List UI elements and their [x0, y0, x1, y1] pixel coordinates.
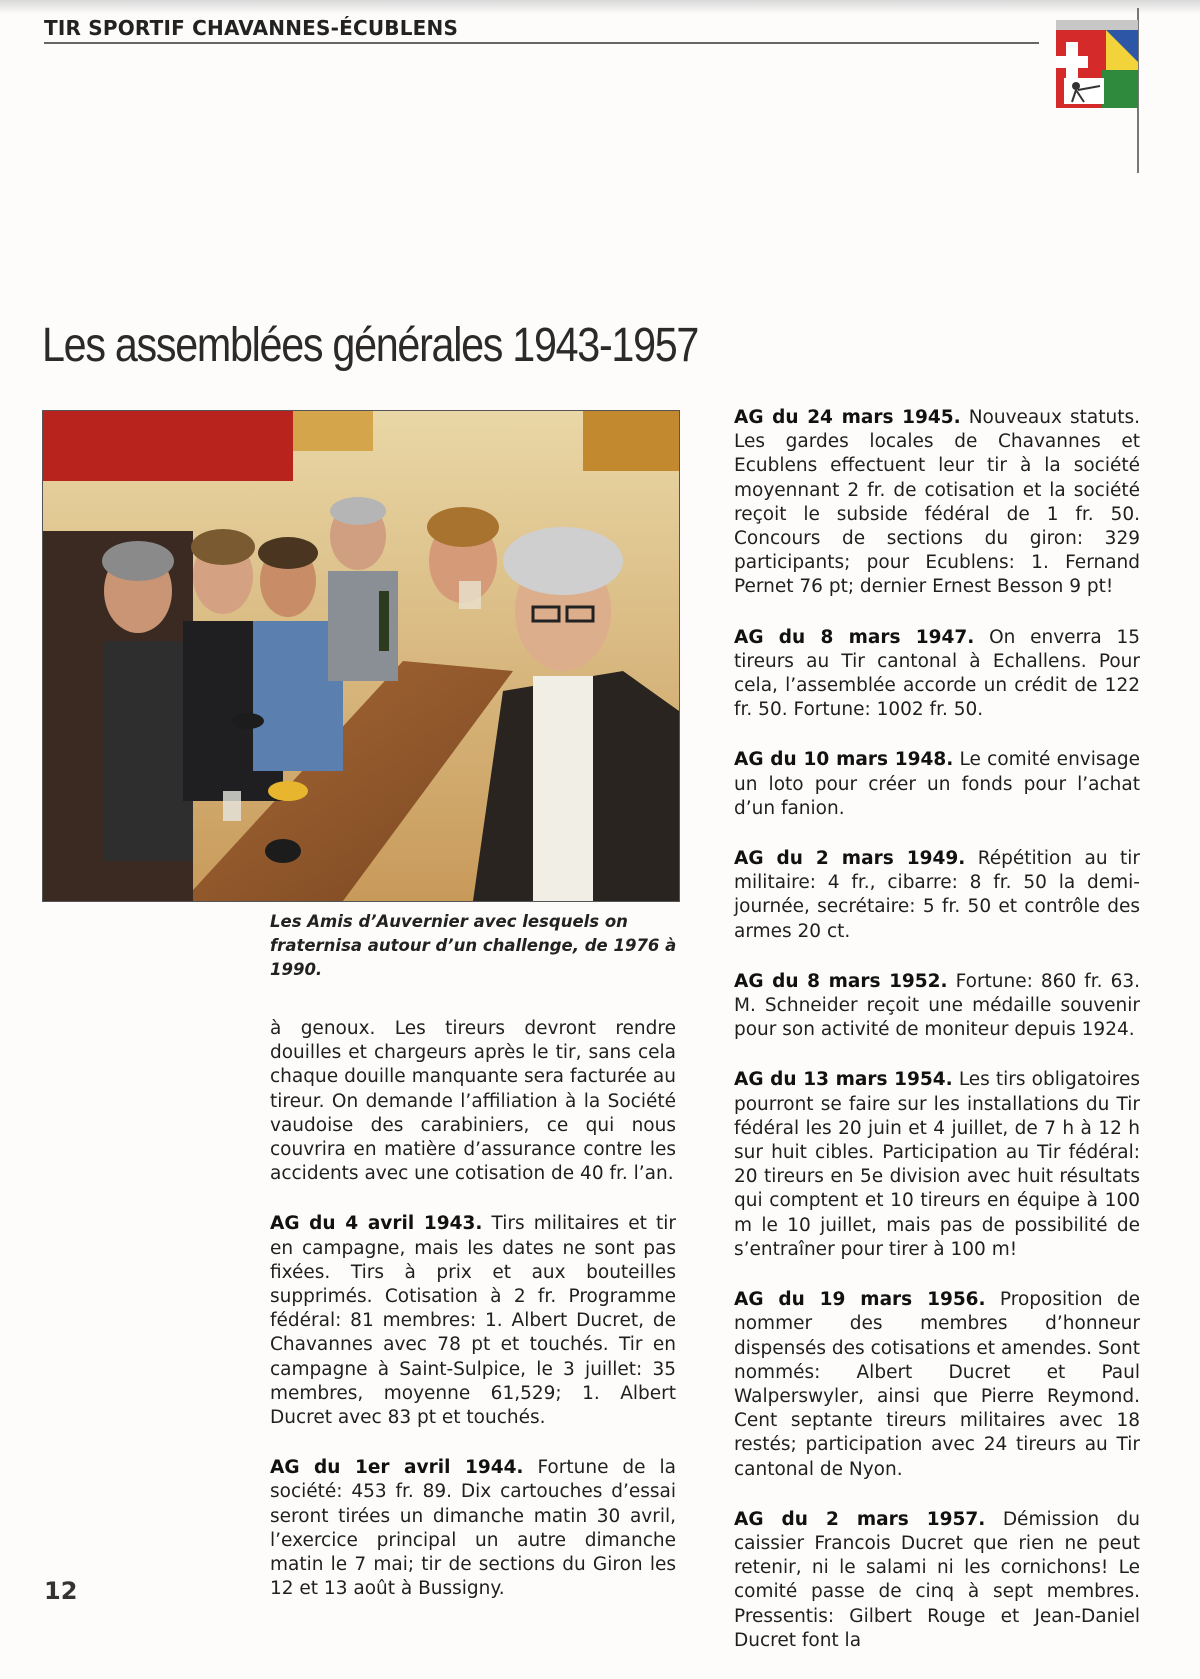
- entry-heading: AG du 8 mars 1947.: [734, 626, 975, 648]
- entry-heading: AG du 4 avril 1943.: [270, 1213, 483, 1235]
- entry-text: Le comité envisage un loto pour créer un fonds pour l’achat d’un fanion.: [734, 749, 1140, 819]
- assembly-entry: [734, 970, 1140, 1043]
- entry-heading: AG du 1er avril 1944.: [270, 1457, 524, 1479]
- entry-text: Démission du caissier Francois Ducret que rien ne peut retenir, ni le salami ni les cornichons! Le comité passe de cinq à sept membres. Pressentis: Gilbert Rouge et Jean-Daniel Ducret font la: [734, 1508, 1140, 1651]
- entry-text: Nouveaux statuts. Les gardes locales de Chavannes et Ecublens effectuent leur tir à la société moyennant 2 fr. de cotisation et la société reçoit le subside fédéral de 1 fr. 50. Concours de sections du giron: 329 participants; pour Ecublens: 1. Fernand Pernet 76 pt; dernier Ernest Besson 9 pt!: [734, 407, 1140, 598]
- entry-heading: AG du 2 mars 1957.: [734, 1508, 986, 1530]
- assembly-entry: [734, 1288, 1140, 1482]
- assembly-entry: [270, 1456, 676, 1601]
- page-top-shading: [0, 0, 1200, 14]
- group-photo: [42, 410, 680, 902]
- entry-heading: AG du 19 mars 1956.: [734, 1289, 986, 1311]
- entry-text: Proposition de nommer des membres d’honneur dispensés des cotisations et amendes. Sont nommés: Albert Ducret et Paul Walperswyler, ainsi que Pierre Reymond. Cent septante tireurs militaires avec 18 restés; participation avec 24 tireurs au Tir cantonal de Nyon.: [734, 1289, 1140, 1480]
- entry-heading: AG du 24 mars 1945.: [734, 407, 961, 428]
- assembly-entry: [734, 1508, 1140, 1653]
- entry-text: Les tirs obligatoires pourront se faire sur les installations du Tir fédéral les 20 juin et 4 juillet, de 7 h à 12 h sur huit cibles. Participation au Tir fédéral: 20 tireurs en 5e division avec huit résultats qui comptent et 10 tireurs en équipe à 100 m le 10 juillet, mais pas de possibilité de s’entraîner pour tirer à 100 m!: [734, 1069, 1140, 1260]
- entry-text: Fortune de la société: 453 fr. 89. Dix cartouches d’essai seront tirées un dimanche matin 30 avril, l’exercice principal un autre dimanche matin le 7 mai; tir de sections du Giron les 12 et 13 août à Bussigny.: [270, 1457, 676, 1600]
- assembly-entry: [734, 847, 1140, 944]
- club-flag-icon: [1056, 20, 1138, 108]
- left-text-column: [270, 1017, 676, 1627]
- running-header: TIR SPORTIF CHAVANNES-ÉCUBLENS: [44, 16, 459, 40]
- assembly-entry: [270, 1212, 676, 1430]
- entry-text: Répétition au tir militaire: 4 fr., cibarre: 8 fr. 50 la demi-journée, secrétaire: 5 fr. 50 et contrôle des armes 20 ct.: [734, 848, 1141, 942]
- entry-heading: AG du 13 mars 1954.: [734, 1069, 953, 1091]
- assembly-entry: [734, 748, 1140, 821]
- photo-caption: Les Amis d’Auvernier avec lesquels on fraternisa autour d’un challenge, de 1976 à 1990.: [270, 912, 677, 979]
- header-rule: [44, 42, 1039, 44]
- assembly-entry: [734, 406, 1140, 600]
- entry-text: On enverra 15 tireurs au Tir cantonal à Echallens. Pour cela, l’assemblée accorde un crédit de 122 fr. 50. Fortune: 1002 fr. 50.: [734, 626, 1141, 721]
- page-number: 12: [44, 1577, 78, 1605]
- assembly-entry: [734, 1068, 1140, 1262]
- entry-heading: AG du 2 mars 1949.: [734, 848, 966, 870]
- entry-text: Fortune: 860 fr. 63. M. Schneider reçoit une médaille souvenir pour son activité de moniteur depuis 1924.: [734, 970, 1141, 1041]
- entry-heading: AG du 8 mars 1952.: [734, 970, 948, 992]
- right-text-column: [734, 406, 1140, 1679]
- assembly-entry: [734, 626, 1140, 723]
- entry-heading: AG du 10 mars 1948.: [734, 749, 954, 771]
- entry-text: Tirs militaires et tir en campagne, mais les dates ne sont pas fixées. Tirs à prix et aux bouteilles supprimés. Cotisation à 2 fr. Programme fédéral: 81 membres: 1. Albert Ducret, de Chavannes avec 78 pt et touchés. Tir en campagne à Saint-Sulpice, le 3 juillet: 35 membres, moyenne 61,529; 1. Albert Ducret avec 83 pt et touchés.: [270, 1213, 676, 1429]
- page-title: Les assemblées générales 1943-1957: [42, 319, 699, 372]
- left-intro-paragraph: à genoux. Les tireurs devront rendre douilles et chargeurs après le tir, sans cela chaque douille manquante sera facturée au tireur. On demande l’affiliation à la Société vaudoise des carabiniers, ce qui nous couvrira en matière d’assurance contre les accidents avec une cotisation de 40 fr. l’an.: [270, 1018, 676, 1185]
